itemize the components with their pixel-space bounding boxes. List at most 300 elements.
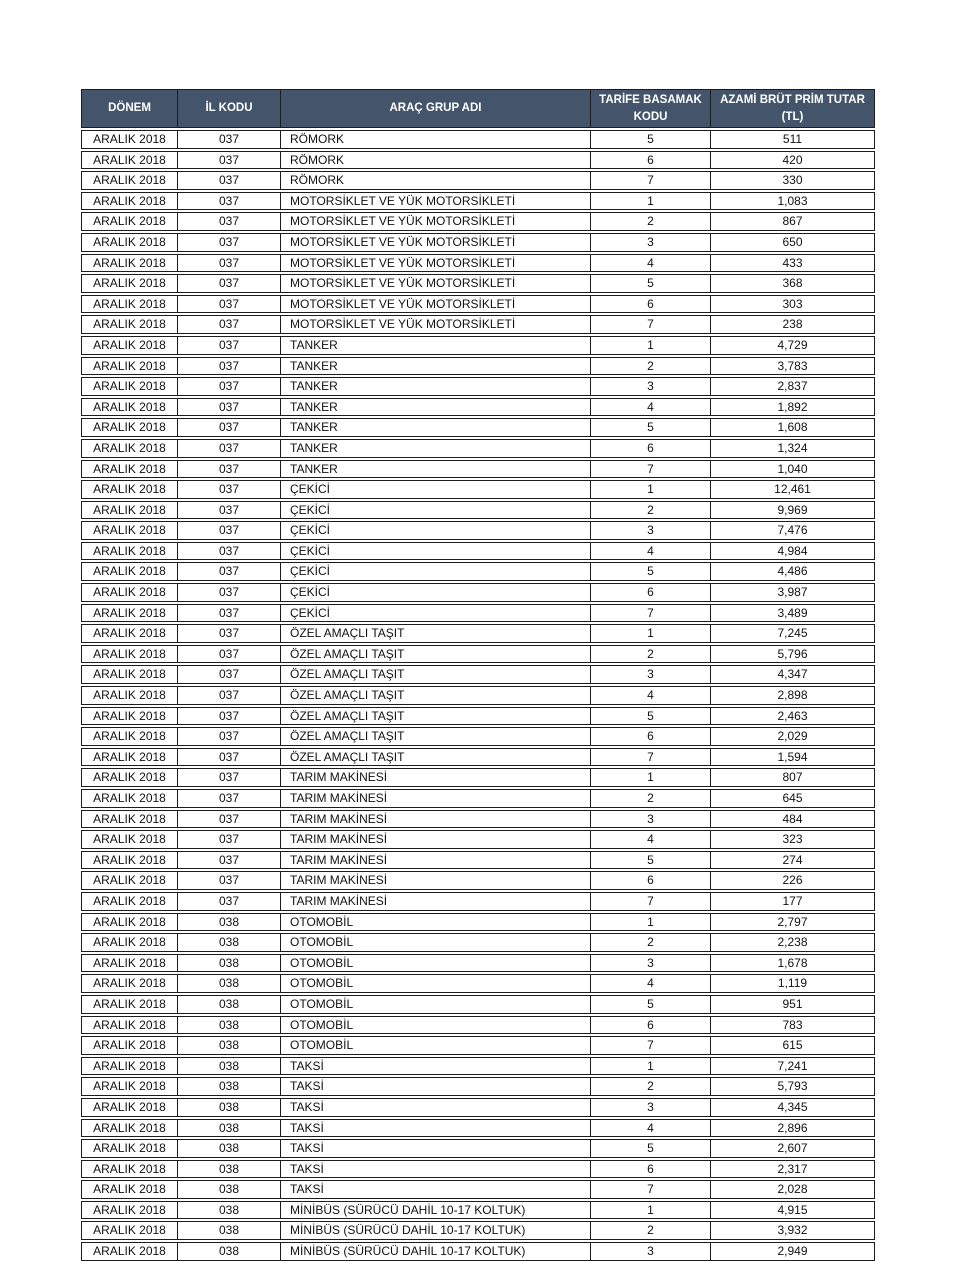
donem-cell: ARALIK 2018 [81,768,178,787]
il-kodu-cell: 038 [178,1077,281,1096]
table-row [81,418,875,437]
tarife-basamak-kodu-cell: 3 [591,377,711,396]
table-row [81,871,875,890]
arac-grup-adi-cell: OTOMOBİL [281,954,591,973]
il-kodu-cell: 037 [178,254,281,273]
donem-cell: ARALIK 2018 [81,810,178,829]
table-body [81,130,875,1261]
donem-cell: ARALIK 2018 [81,1036,178,1055]
arac-grup-adi-cell: RÖMORK [281,171,591,190]
il-kodu-cell: 037 [178,274,281,293]
azami-brut-prim-tutar-cell: 3,932 [711,1221,875,1240]
il-kodu-cell: 037 [178,645,281,664]
arac-grup-adi-cell: TARIM MAKİNESİ [281,789,591,808]
azami-brut-prim-tutar-cell: 783 [711,1016,875,1035]
azami-brut-prim-tutar-cell: 177 [711,892,875,911]
azami-brut-prim-tutar-cell: 7,245 [711,624,875,643]
tarife-basamak-kodu-cell: 4 [591,974,711,993]
table-row [81,171,875,190]
tarife-basamak-kodu-cell: 7 [591,460,711,479]
donem-cell: ARALIK 2018 [81,830,178,849]
tarife-basamak-kodu-cell: 1 [591,1057,711,1076]
il-kodu-cell: 037 [178,151,281,170]
tarife-basamak-kodu-cell: 6 [591,439,711,458]
il-kodu-cell: 037 [178,377,281,396]
table-row [81,892,875,911]
il-kodu-cell: 037 [178,501,281,520]
arac-grup-adi-cell: TARIM MAKİNESİ [281,810,591,829]
table-row [81,295,875,314]
tarife-basamak-kodu-cell: 3 [591,665,711,684]
azami-brut-prim-tutar-cell: 4,345 [711,1098,875,1117]
azami-brut-prim-tutar-cell: 274 [711,851,875,870]
arac-grup-adi-cell: ÖZEL AMAÇLI TAŞIT [281,748,591,767]
azami-brut-prim-tutar-cell: 951 [711,995,875,1014]
azami-brut-prim-tutar-cell: 867 [711,212,875,231]
il-kodu-cell: 037 [178,439,281,458]
arac-grup-adi-cell: MOTORSİKLET VE YÜK MOTORSİKLETİ [281,295,591,314]
table-row [81,995,875,1014]
arac-grup-adi-cell: TARIM MAKİNESİ [281,830,591,849]
arac-grup-adi-cell: TAKSİ [281,1160,591,1179]
arac-grup-adi-cell: RÖMORK [281,130,591,149]
il-kodu-cell: 038 [178,1201,281,1220]
donem-cell: ARALIK 2018 [81,439,178,458]
table-row [81,212,875,231]
tarife-basamak-kodu-cell: 3 [591,954,711,973]
azami-brut-prim-tutar-cell: 2,607 [711,1139,875,1158]
table-row [81,789,875,808]
arac-grup-adi-cell: ÖZEL AMAÇLI TAŞIT [281,707,591,726]
arac-grup-adi-cell: RÖMORK [281,151,591,170]
donem-cell: ARALIK 2018 [81,1221,178,1240]
table-row [81,1077,875,1096]
donem-cell: ARALIK 2018 [81,871,178,890]
tarife-basamak-kodu-cell: 3 [591,521,711,540]
il-kodu-cell: 037 [178,562,281,581]
table-row [81,398,875,417]
header-donem [81,89,178,128]
donem-cell: ARALIK 2018 [81,130,178,149]
il-kodu-cell: 037 [178,398,281,417]
il-kodu-cell: 038 [178,954,281,973]
arac-grup-adi-cell: TANKER [281,460,591,479]
azami-brut-prim-tutar-cell: 1,608 [711,418,875,437]
arac-grup-adi-cell: OTOMOBİL [281,974,591,993]
table-row [81,727,875,746]
arac-grup-adi-cell: OTOMOBİL [281,995,591,1014]
tarife-basamak-kodu-cell: 5 [591,1139,711,1158]
header-tarife-basamak-kodu [591,89,711,128]
header-label: TARİFE BASAMAK [599,93,702,106]
il-kodu-cell: 038 [178,1221,281,1240]
azami-brut-prim-tutar-cell: 3,489 [711,604,875,623]
tarife-basamak-kodu-cell: 1 [591,913,711,932]
table-row [81,336,875,355]
il-kodu-cell: 038 [178,1098,281,1117]
azami-brut-prim-tutar-cell: 303 [711,295,875,314]
tarife-basamak-kodu-cell: 7 [591,748,711,767]
table-row [81,954,875,973]
tarife-basamak-kodu-cell: 5 [591,562,711,581]
tarife-basamak-kodu-cell: 5 [591,851,711,870]
donem-cell: ARALIK 2018 [81,562,178,581]
donem-cell: ARALIK 2018 [81,974,178,993]
donem-cell: ARALIK 2018 [81,1139,178,1158]
tarife-basamak-kodu-cell: 4 [591,686,711,705]
donem-cell: ARALIK 2018 [81,1098,178,1117]
azami-brut-prim-tutar-cell: 4,984 [711,542,875,561]
table-row [81,583,875,602]
tarife-basamak-kodu-cell: 2 [591,212,711,231]
arac-grup-adi-cell: ÇEKİCİ [281,521,591,540]
il-kodu-cell: 037 [178,583,281,602]
azami-brut-prim-tutar-cell: 330 [711,171,875,190]
donem-cell: ARALIK 2018 [81,542,178,561]
header-row [81,89,875,128]
azami-brut-prim-tutar-cell: 645 [711,789,875,808]
header-label-line2: KODU [633,110,668,123]
arac-grup-adi-cell: TANKER [281,398,591,417]
il-kodu-cell: 037 [178,192,281,211]
azami-brut-prim-tutar-cell: 2,317 [711,1160,875,1179]
il-kodu-cell: 037 [178,480,281,499]
il-kodu-cell: 038 [178,1119,281,1138]
tarife-basamak-kodu-cell: 6 [591,151,711,170]
table-row [81,542,875,561]
table-row [81,501,875,520]
azami-brut-prim-tutar-cell: 511 [711,130,875,149]
il-kodu-cell: 037 [178,686,281,705]
azami-brut-prim-tutar-cell: 12,461 [711,480,875,499]
azami-brut-prim-tutar-cell: 1,040 [711,460,875,479]
donem-cell: ARALIK 2018 [81,521,178,540]
tarife-basamak-kodu-cell: 4 [591,542,711,561]
tarife-basamak-kodu-cell: 5 [591,418,711,437]
donem-cell: ARALIK 2018 [81,748,178,767]
tarife-basamak-kodu-cell: 5 [591,130,711,149]
il-kodu-cell: 037 [178,789,281,808]
donem-cell: ARALIK 2018 [81,604,178,623]
table-row [81,233,875,252]
table-row [81,192,875,211]
table-row [81,748,875,767]
header-label-line2: (TL) [781,110,804,123]
table-row [81,274,875,293]
table-row [81,974,875,993]
azami-brut-prim-tutar-cell: 2,898 [711,686,875,705]
azami-brut-prim-tutar-cell: 1,324 [711,439,875,458]
table-row [81,624,875,643]
azami-brut-prim-tutar-cell: 2,949 [711,1242,875,1261]
donem-cell: ARALIK 2018 [81,995,178,1014]
donem-cell: ARALIK 2018 [81,1119,178,1138]
table-row [81,933,875,952]
tarife-basamak-kodu-cell: 5 [591,707,711,726]
donem-cell: ARALIK 2018 [81,151,178,170]
arac-grup-adi-cell: TARIM MAKİNESİ [281,892,591,911]
il-kodu-cell: 037 [178,851,281,870]
il-kodu-cell: 037 [178,418,281,437]
tarife-basamak-kodu-cell: 4 [591,254,711,273]
arac-grup-adi-cell: TAKSİ [281,1077,591,1096]
table-row [81,1098,875,1117]
tarife-basamak-kodu-cell: 7 [591,1036,711,1055]
arac-grup-adi-cell: OTOMOBİL [281,1016,591,1035]
arac-grup-adi-cell: TAKSİ [281,1139,591,1158]
arac-grup-adi-cell: MOTORSİKLET VE YÜK MOTORSİKLETİ [281,315,591,334]
il-kodu-cell: 037 [178,871,281,890]
tarife-basamak-kodu-cell: 7 [591,315,711,334]
donem-cell: ARALIK 2018 [81,460,178,479]
il-kodu-cell: 037 [178,707,281,726]
donem-cell: ARALIK 2018 [81,192,178,211]
tarife-basamak-kodu-cell: 7 [591,1180,711,1199]
tarife-basamak-kodu-cell: 1 [591,624,711,643]
tarife-basamak-kodu-cell: 3 [591,1098,711,1117]
tarife-basamak-kodu-cell: 6 [591,871,711,890]
donem-cell: ARALIK 2018 [81,315,178,334]
azami-brut-prim-tutar-cell: 2,029 [711,727,875,746]
azami-brut-prim-tutar-cell: 4,347 [711,665,875,684]
arac-grup-adi-cell: ÖZEL AMAÇLI TAŞIT [281,727,591,746]
tarife-basamak-kodu-cell: 2 [591,789,711,808]
donem-cell: ARALIK 2018 [81,233,178,252]
azami-brut-prim-tutar-cell: 1,119 [711,974,875,993]
tarife-basamak-kodu-cell: 2 [591,357,711,376]
tarife-basamak-kodu-cell: 2 [591,1221,711,1240]
il-kodu-cell: 037 [178,542,281,561]
arac-grup-adi-cell: TAKSİ [281,1057,591,1076]
table-header [81,89,875,128]
azami-brut-prim-tutar-cell: 5,793 [711,1077,875,1096]
table-row [81,439,875,458]
table-row [81,254,875,273]
azami-brut-prim-tutar-cell: 1,678 [711,954,875,973]
donem-cell: ARALIK 2018 [81,1077,178,1096]
azami-brut-prim-tutar-cell: 2,463 [711,707,875,726]
azami-brut-prim-tutar-cell: 615 [711,1036,875,1055]
table-row [81,130,875,149]
donem-cell: ARALIK 2018 [81,295,178,314]
donem-cell: ARALIK 2018 [81,1180,178,1199]
table-row [81,315,875,334]
azami-brut-prim-tutar-cell: 4,915 [711,1201,875,1220]
azami-brut-prim-tutar-cell: 368 [711,274,875,293]
tarife-basamak-kodu-cell: 6 [591,727,711,746]
tarife-basamak-kodu-cell: 1 [591,192,711,211]
arac-grup-adi-cell: TANKER [281,418,591,437]
azami-brut-prim-tutar-cell: 7,476 [711,521,875,540]
il-kodu-cell: 037 [178,233,281,252]
donem-cell: ARALIK 2018 [81,686,178,705]
arac-grup-adi-cell: MİNİBÜS (SÜRÜCÜ DAHİL 10-17 KOLTUK) [281,1221,591,1240]
azami-brut-prim-tutar-cell: 2,797 [711,913,875,932]
arac-grup-adi-cell: OTOMOBİL [281,913,591,932]
donem-cell: ARALIK 2018 [81,933,178,952]
azami-brut-prim-tutar-cell: 3,987 [711,583,875,602]
table-row [81,707,875,726]
il-kodu-cell: 037 [178,830,281,849]
donem-cell: ARALIK 2018 [81,254,178,273]
table-row [81,562,875,581]
il-kodu-cell: 038 [178,1242,281,1261]
donem-cell: ARALIK 2018 [81,624,178,643]
il-kodu-cell: 037 [178,892,281,911]
table-row [81,830,875,849]
table-row [81,665,875,684]
il-kodu-cell: 038 [178,1057,281,1076]
donem-cell: ARALIK 2018 [81,851,178,870]
table-row [81,1160,875,1179]
il-kodu-cell: 037 [178,624,281,643]
il-kodu-cell: 037 [178,212,281,231]
azami-brut-prim-tutar-cell: 807 [711,768,875,787]
il-kodu-cell: 037 [178,315,281,334]
il-kodu-cell: 038 [178,933,281,952]
table-row [81,1057,875,1076]
donem-cell: ARALIK 2018 [81,913,178,932]
table-row [81,460,875,479]
arac-grup-adi-cell: ÇEKİCİ [281,562,591,581]
arac-grup-adi-cell: TAKSİ [281,1098,591,1117]
azami-brut-prim-tutar-cell: 4,729 [711,336,875,355]
donem-cell: ARALIK 2018 [81,480,178,499]
header-label: ARAÇ GRUP ADI [389,102,482,115]
table-row [81,913,875,932]
tarife-basamak-kodu-cell: 2 [591,645,711,664]
tarife-basamak-kodu-cell: 6 [591,583,711,602]
tarife-basamak-kodu-cell: 5 [591,995,711,1014]
tarife-basamak-kodu-cell: 6 [591,1016,711,1035]
table-row [81,1221,875,1240]
azami-brut-prim-tutar-cell: 1,892 [711,398,875,417]
arac-grup-adi-cell: MOTORSİKLET VE YÜK MOTORSİKLETİ [281,233,591,252]
tarife-basamak-kodu-cell: 7 [591,892,711,911]
il-kodu-cell: 037 [178,810,281,829]
donem-cell: ARALIK 2018 [81,418,178,437]
arac-grup-adi-cell: TANKER [281,336,591,355]
table-row [81,768,875,787]
tarife-basamak-kodu-cell: 3 [591,1242,711,1261]
donem-cell: ARALIK 2018 [81,274,178,293]
tarife-basamak-kodu-cell: 1 [591,1201,711,1220]
arac-grup-adi-cell: MOTORSİKLET VE YÜK MOTORSİKLETİ [281,212,591,231]
il-kodu-cell: 037 [178,521,281,540]
azami-brut-prim-tutar-cell: 7,241 [711,1057,875,1076]
azami-brut-prim-tutar-cell: 433 [711,254,875,273]
arac-grup-adi-cell: TANKER [281,357,591,376]
il-kodu-cell: 037 [178,130,281,149]
azami-brut-prim-tutar-cell: 1,083 [711,192,875,211]
il-kodu-cell: 038 [178,974,281,993]
tarife-basamak-kodu-cell: 2 [591,933,711,952]
tarife-basamak-kodu-cell: 4 [591,1119,711,1138]
donem-cell: ARALIK 2018 [81,645,178,664]
azami-brut-prim-tutar-cell: 226 [711,871,875,890]
table-row [81,377,875,396]
tarife-basamak-kodu-cell: 6 [591,1160,711,1179]
azami-brut-prim-tutar-cell: 5,796 [711,645,875,664]
document-page [81,87,875,1263]
table-row [81,151,875,170]
donem-cell: ARALIK 2018 [81,1016,178,1035]
table-row [81,1139,875,1158]
donem-cell: ARALIK 2018 [81,501,178,520]
arac-grup-adi-cell: TAKSİ [281,1119,591,1138]
il-kodu-cell: 037 [178,604,281,623]
tarife-basamak-kodu-cell: 2 [591,501,711,520]
il-kodu-cell: 038 [178,1016,281,1035]
arac-grup-adi-cell: ÇEKİCİ [281,583,591,602]
table-row [81,1036,875,1055]
arac-grup-adi-cell: OTOMOBİL [281,1036,591,1055]
header-arac-grup-adi [281,89,591,128]
arac-grup-adi-cell: MİNİBÜS (SÜRÜCÜ DAHİL 10-17 KOLTUK) [281,1201,591,1220]
tarife-basamak-kodu-cell: 6 [591,295,711,314]
table-row [81,686,875,705]
donem-cell: ARALIK 2018 [81,357,178,376]
tarife-basamak-kodu-cell: 5 [591,274,711,293]
table-row [81,480,875,499]
arac-grup-adi-cell: ÖZEL AMAÇLI TAŞIT [281,686,591,705]
il-kodu-cell: 038 [178,913,281,932]
table-row [81,645,875,664]
il-kodu-cell: 037 [178,460,281,479]
table-row [81,521,875,540]
arac-grup-adi-cell: ÖZEL AMAÇLI TAŞIT [281,645,591,664]
azami-brut-prim-tutar-cell: 3,783 [711,357,875,376]
il-kodu-cell: 038 [178,995,281,1014]
azami-brut-prim-tutar-cell: 2,837 [711,377,875,396]
arac-grup-adi-cell: ÇEKİCİ [281,501,591,520]
donem-cell: ARALIK 2018 [81,212,178,231]
donem-cell: ARALIK 2018 [81,727,178,746]
tarife-basamak-kodu-cell: 1 [591,768,711,787]
donem-cell: ARALIK 2018 [81,398,178,417]
il-kodu-cell: 037 [178,748,281,767]
azami-brut-prim-tutar-cell: 1,594 [711,748,875,767]
table-row [81,1180,875,1199]
il-kodu-cell: 038 [178,1036,281,1055]
donem-cell: ARALIK 2018 [81,1242,178,1261]
donem-cell: ARALIK 2018 [81,954,178,973]
arac-grup-adi-cell: MOTORSİKLET VE YÜK MOTORSİKLETİ [281,192,591,211]
arac-grup-adi-cell: OTOMOBİL [281,933,591,952]
table-row [81,1016,875,1035]
azami-brut-prim-tutar-cell: 2,896 [711,1119,875,1138]
donem-cell: ARALIK 2018 [81,1160,178,1179]
azami-brut-prim-tutar-cell: 484 [711,810,875,829]
il-kodu-cell: 038 [178,1139,281,1158]
header-label: İL KODU [205,102,253,115]
tarife-basamak-kodu-cell: 2 [591,1077,711,1096]
table-row [81,357,875,376]
donem-cell: ARALIK 2018 [81,789,178,808]
header-label: DÖNEM [108,102,151,115]
arac-grup-adi-cell: ÖZEL AMAÇLI TAŞIT [281,665,591,684]
arac-grup-adi-cell: ÇEKİCİ [281,542,591,561]
arac-grup-adi-cell: ÖZEL AMAÇLI TAŞIT [281,624,591,643]
header-azami-brut-prim-tutar [711,89,875,128]
tarife-basamak-kodu-cell: 4 [591,398,711,417]
donem-cell: ARALIK 2018 [81,583,178,602]
tarife-basamak-kodu-cell: 7 [591,171,711,190]
donem-cell: ARALIK 2018 [81,892,178,911]
table-row [81,1201,875,1220]
il-kodu-cell: 037 [178,336,281,355]
donem-cell: ARALIK 2018 [81,336,178,355]
